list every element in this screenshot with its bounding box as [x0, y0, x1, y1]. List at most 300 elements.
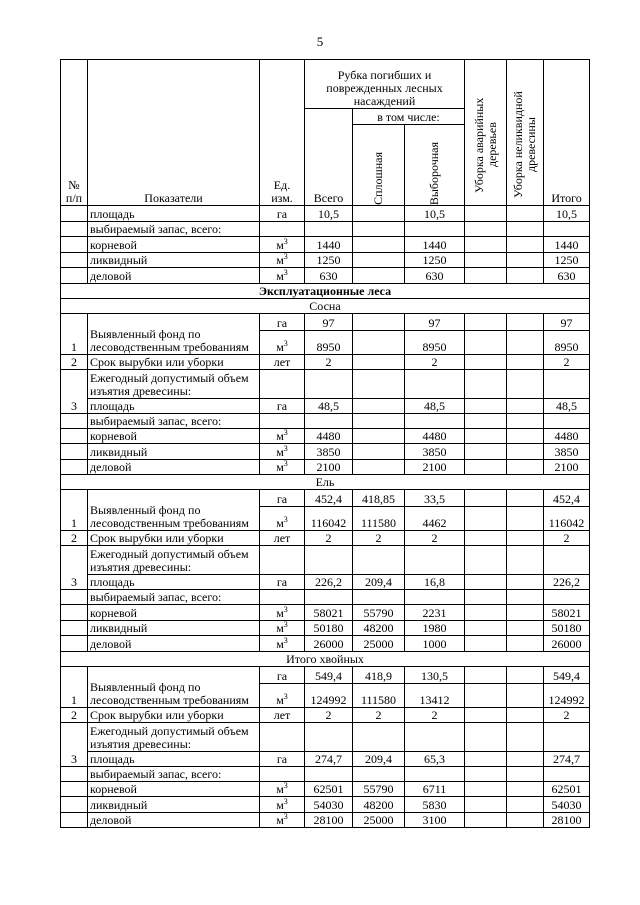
value-total: 274,7 [305, 751, 353, 766]
row-unit: $м^3$ [260, 237, 305, 253]
section-title: Эксплуатационные леса [61, 283, 590, 298]
value-nonliquid [507, 313, 544, 330]
row-number [61, 590, 88, 605]
row-label: Ежегодный допустимый объем изъятия древесины: [88, 722, 260, 751]
value-itogo: 54030 [544, 797, 590, 813]
value-total: 2100 [305, 459, 353, 475]
value-total: 4480 [305, 428, 353, 444]
value-selective: 10,5 [405, 206, 465, 222]
value-nonliquid [507, 237, 544, 253]
row-unit: $м^3$ [260, 252, 305, 268]
value-itogo: 549,4 [544, 666, 590, 683]
value-nonliquid [507, 590, 544, 605]
value-clear [353, 369, 405, 398]
data-row [61, 781, 590, 797]
value-total: 2 [305, 354, 353, 369]
value-emergency [465, 620, 507, 636]
value-nonliquid [507, 354, 544, 369]
value-emergency [465, 683, 507, 707]
value-total: 1440 [305, 237, 353, 253]
row-unit: $м^3$ [260, 605, 305, 621]
term-row [61, 531, 590, 546]
row-unit: $м^3$ [260, 683, 305, 707]
annual-row [61, 546, 590, 575]
row-number: 2 [61, 531, 88, 546]
value-clear: 2 [353, 707, 405, 722]
data-row [61, 268, 590, 284]
row-unit [260, 413, 305, 428]
value-itogo: 452,4 [544, 490, 590, 507]
row-unit [260, 766, 305, 781]
row-label: Срок вырубки или уборки [88, 707, 260, 722]
value-emergency [465, 313, 507, 330]
value-clear [353, 444, 405, 460]
stock-label-row [61, 590, 590, 605]
col-header-indicators: Показатели [88, 60, 260, 206]
row-number [61, 206, 88, 222]
value-clear: 418,85 [353, 490, 405, 507]
value-total: 2 [305, 707, 353, 722]
value-selective: 13412 [405, 683, 465, 707]
value-itogo: 2 [544, 707, 590, 722]
row-number [61, 605, 88, 621]
value-selective: 2100 [405, 459, 465, 475]
value-nonliquid [507, 605, 544, 621]
row-label: выбираемый запас, всего: [88, 221, 260, 237]
annual-row [61, 369, 590, 398]
row-label: корневой [88, 428, 260, 444]
value-itogo: 630 [544, 268, 590, 284]
group-title-row [61, 298, 590, 313]
row-number [61, 237, 88, 253]
value-itogo: 48,5 [544, 398, 590, 413]
value-selective: 65,3 [405, 751, 465, 766]
value-nonliquid [507, 330, 544, 354]
row-label: площадь [88, 398, 260, 413]
value-selective: 4480 [405, 428, 465, 444]
row-label: выбираемый запас, всего: [88, 413, 260, 428]
row-label: деловой [88, 812, 260, 828]
row-label: Срок вырубки или уборки [88, 354, 260, 369]
row-unit: га [260, 313, 305, 330]
value-nonliquid [507, 221, 544, 237]
value-selective [405, 722, 465, 751]
col-header-selective [405, 125, 465, 206]
value-clear [353, 459, 405, 475]
value-itogo: 116042 [544, 507, 590, 531]
row-unit: лет [260, 531, 305, 546]
row-unit: $м^3$ [260, 797, 305, 813]
row-label: площадь [88, 575, 260, 590]
row-number: 1 [61, 490, 88, 531]
value-itogo [544, 369, 590, 398]
value-nonliquid [507, 751, 544, 766]
value-nonliquid [507, 206, 544, 222]
value-clear: 48200 [353, 797, 405, 813]
value-clear: 55790 [353, 781, 405, 797]
value-selective: 97 [405, 313, 465, 330]
value-total: 452,4 [305, 490, 353, 507]
value-emergency [465, 605, 507, 621]
value-itogo [544, 413, 590, 428]
value-clear [353, 206, 405, 222]
value-clear: 48200 [353, 620, 405, 636]
data-row [61, 605, 590, 621]
value-nonliquid [507, 444, 544, 460]
value-emergency [465, 707, 507, 722]
value-nonliquid [507, 781, 544, 797]
value-clear [353, 252, 405, 268]
col-header-emergency-text: Уборка аварийных деревьев [471, 97, 499, 193]
row-unit: $м^3$ [260, 330, 305, 354]
value-nonliquid [507, 683, 544, 707]
row-unit: $м^3$ [260, 428, 305, 444]
data-row [61, 812, 590, 828]
value-emergency [465, 751, 507, 766]
row-number [61, 620, 88, 636]
col-header-cutting-group: Рубка погибших и поврежденных лесных насаждений [305, 60, 465, 109]
value-clear: 209,4 [353, 751, 405, 766]
value-nonliquid [507, 707, 544, 722]
row-number [61, 428, 88, 444]
row-label: Выявленный фонд по лесоводственным требованиям [88, 313, 260, 354]
value-itogo: 10,5 [544, 206, 590, 222]
value-emergency [465, 666, 507, 683]
forest-cutting-table [60, 59, 590, 828]
value-total [305, 369, 353, 398]
value-itogo: 97 [544, 313, 590, 330]
value-selective [405, 590, 465, 605]
value-itogo: 274,7 [544, 751, 590, 766]
row-label: деловой [88, 636, 260, 652]
value-selective: 3100 [405, 812, 465, 828]
value-itogo [544, 722, 590, 751]
area-row [61, 575, 590, 590]
row-number [61, 797, 88, 813]
row-number: 1 [61, 666, 88, 707]
value-selective [405, 413, 465, 428]
row-unit: га [260, 206, 305, 222]
value-total: 630 [305, 268, 353, 284]
area-row [61, 751, 590, 766]
value-itogo: 58021 [544, 605, 590, 621]
value-total: 1250 [305, 252, 353, 268]
value-itogo: 2 [544, 531, 590, 546]
row-label: деловой [88, 268, 260, 284]
value-selective: 1440 [405, 237, 465, 253]
value-itogo: 2100 [544, 459, 590, 475]
value-emergency [465, 221, 507, 237]
value-nonliquid [507, 490, 544, 507]
value-clear: 111580 [353, 683, 405, 707]
row-label: выбираемый запас, всего: [88, 766, 260, 781]
col-header-emergency [465, 60, 507, 206]
row-label: площадь [88, 206, 260, 222]
row-unit [260, 590, 305, 605]
value-total: 28100 [305, 812, 353, 828]
value-nonliquid [507, 252, 544, 268]
row-label: корневой [88, 237, 260, 253]
stock-label-row [61, 413, 590, 428]
value-clear [353, 313, 405, 330]
row-label: Ежегодный допустимый объем изъятия древесины: [88, 369, 260, 398]
value-clear [353, 354, 405, 369]
group-title: Итого хвойных [61, 651, 590, 666]
value-clear [353, 330, 405, 354]
fund-row-ha [61, 666, 590, 683]
value-selective: 2231 [405, 605, 465, 621]
value-selective [405, 221, 465, 237]
col-header-unit: Ед. изм. [260, 60, 305, 206]
row-label: ликвидный [88, 620, 260, 636]
value-emergency [465, 507, 507, 531]
row-unit: $м^3$ [260, 507, 305, 531]
value-selective: 130,5 [405, 666, 465, 683]
row-unit: $м^3$ [260, 459, 305, 475]
value-total: 8950 [305, 330, 353, 354]
col-header-no: № п/п [61, 60, 88, 206]
group-title-row [61, 651, 590, 666]
row-number [61, 444, 88, 460]
row-label: Выявленный фонд по лесоводственным требованиям [88, 666, 260, 707]
col-header-nonliquid [507, 60, 544, 206]
value-emergency [465, 206, 507, 222]
data-row [61, 237, 590, 253]
value-emergency [465, 268, 507, 284]
row-number [61, 459, 88, 475]
value-itogo: 4480 [544, 428, 590, 444]
value-clear: 25000 [353, 812, 405, 828]
row-label: корневой [88, 781, 260, 797]
data-row [61, 221, 590, 237]
row-unit: $м^3$ [260, 812, 305, 828]
row-unit [260, 369, 305, 398]
header-row-1 [61, 60, 590, 109]
annual-row [61, 722, 590, 751]
value-emergency [465, 590, 507, 605]
value-selective: 6711 [405, 781, 465, 797]
value-selective: 1250 [405, 252, 465, 268]
value-nonliquid [507, 507, 544, 531]
page-number: 5 [316, 34, 324, 49]
group-title: Ель [61, 475, 590, 490]
value-emergency [465, 398, 507, 413]
value-emergency [465, 237, 507, 253]
value-nonliquid [507, 620, 544, 636]
value-selective: 2 [405, 707, 465, 722]
value-itogo: 226,2 [544, 575, 590, 590]
value-emergency [465, 766, 507, 781]
row-number [61, 781, 88, 797]
row-unit: $м^3$ [260, 444, 305, 460]
row-number: 3 [61, 369, 88, 413]
value-total: 2 [305, 531, 353, 546]
value-clear: 111580 [353, 507, 405, 531]
value-emergency [465, 812, 507, 828]
value-total: 58021 [305, 605, 353, 621]
row-unit [260, 722, 305, 751]
row-unit: лет [260, 707, 305, 722]
row-label: Срок вырубки или уборки [88, 531, 260, 546]
row-unit: $м^3$ [260, 781, 305, 797]
value-emergency [465, 459, 507, 475]
data-row [61, 797, 590, 813]
row-unit: $м^3$ [260, 268, 305, 284]
value-clear [353, 590, 405, 605]
row-number: 2 [61, 707, 88, 722]
data-row [61, 459, 590, 475]
value-clear: 2 [353, 531, 405, 546]
value-emergency [465, 575, 507, 590]
row-number: 3 [61, 546, 88, 590]
value-nonliquid [507, 575, 544, 590]
value-clear [353, 428, 405, 444]
value-total [305, 722, 353, 751]
row-number [61, 413, 88, 428]
row-label: площадь [88, 751, 260, 766]
value-clear [353, 546, 405, 575]
row-unit: $м^3$ [260, 620, 305, 636]
value-itogo: 2 [544, 354, 590, 369]
col-header-total-cut: Всего [305, 109, 353, 206]
value-total: 116042 [305, 507, 353, 531]
row-label: ликвидный [88, 252, 260, 268]
data-row [61, 206, 590, 222]
value-total [305, 413, 353, 428]
value-total [305, 221, 353, 237]
value-emergency [465, 490, 507, 507]
value-selective: 2 [405, 531, 465, 546]
value-selective: 2 [405, 354, 465, 369]
row-unit: лет [260, 354, 305, 369]
stock-label-row [61, 766, 590, 781]
value-emergency [465, 722, 507, 751]
value-emergency [465, 428, 507, 444]
data-row [61, 636, 590, 652]
value-emergency [465, 413, 507, 428]
col-header-nonliquid-text: Уборка неликвидной древесины [511, 91, 538, 199]
term-row [61, 707, 590, 722]
value-emergency [465, 781, 507, 797]
row-label: Ежегодный допустимый объем изъятия древесины: [88, 546, 260, 575]
row-label: ликвидный [88, 444, 260, 460]
value-selective: 1980 [405, 620, 465, 636]
col-header-including: в том числе: [353, 109, 465, 125]
value-total: 10,5 [305, 206, 353, 222]
value-clear [353, 398, 405, 413]
area-row [61, 398, 590, 413]
value-selective: 5830 [405, 797, 465, 813]
section-row [61, 283, 590, 298]
value-selective: 8950 [405, 330, 465, 354]
row-unit: га [260, 490, 305, 507]
col-header-selective-text: Выборочная [427, 141, 441, 205]
value-emergency [465, 369, 507, 398]
value-emergency [465, 797, 507, 813]
value-emergency [465, 252, 507, 268]
value-itogo: 124992 [544, 683, 590, 707]
value-nonliquid [507, 797, 544, 813]
value-clear: 418,9 [353, 666, 405, 683]
value-nonliquid [507, 546, 544, 575]
value-total: 97 [305, 313, 353, 330]
value-selective [405, 546, 465, 575]
value-nonliquid [507, 812, 544, 828]
value-nonliquid [507, 666, 544, 683]
row-unit: га [260, 751, 305, 766]
value-itogo [544, 766, 590, 781]
value-selective: 4462 [405, 507, 465, 531]
data-row [61, 620, 590, 636]
value-total: 124992 [305, 683, 353, 707]
value-nonliquid [507, 459, 544, 475]
value-itogo: 26000 [544, 636, 590, 652]
value-selective: 3850 [405, 444, 465, 460]
value-total: 50180 [305, 620, 353, 636]
value-itogo: 8950 [544, 330, 590, 354]
data-row [61, 444, 590, 460]
row-unit: $м^3$ [260, 636, 305, 652]
col-header-clear [353, 125, 405, 206]
value-itogo [544, 221, 590, 237]
value-itogo: 1440 [544, 237, 590, 253]
value-total [305, 766, 353, 781]
row-number [61, 636, 88, 652]
row-number [61, 252, 88, 268]
row-label: деловой [88, 459, 260, 475]
value-clear [353, 237, 405, 253]
row-number: 1 [61, 313, 88, 354]
group-title-row [61, 475, 590, 490]
value-total [305, 590, 353, 605]
value-clear [353, 766, 405, 781]
value-clear: 55790 [353, 605, 405, 621]
value-nonliquid [507, 413, 544, 428]
value-selective: 1000 [405, 636, 465, 652]
value-total: 226,2 [305, 575, 353, 590]
value-itogo: 62501 [544, 781, 590, 797]
value-total [305, 546, 353, 575]
row-number [61, 268, 88, 284]
row-label: выбираемый запас, всего: [88, 590, 260, 605]
row-label: корневой [88, 605, 260, 621]
value-clear [353, 413, 405, 428]
value-total: 62501 [305, 781, 353, 797]
data-row [61, 428, 590, 444]
row-number: 2 [61, 354, 88, 369]
value-itogo: 50180 [544, 620, 590, 636]
value-clear [353, 268, 405, 284]
value-selective [405, 766, 465, 781]
value-selective: 33,5 [405, 490, 465, 507]
row-unit: га [260, 575, 305, 590]
fund-row-ha [61, 490, 590, 507]
value-emergency [465, 546, 507, 575]
value-emergency [465, 354, 507, 369]
value-total: 3850 [305, 444, 353, 460]
value-itogo [544, 590, 590, 605]
row-label: ликвидный [88, 797, 260, 813]
row-unit [260, 221, 305, 237]
value-selective [405, 369, 465, 398]
row-unit: га [260, 398, 305, 413]
value-total: 54030 [305, 797, 353, 813]
row-number [61, 812, 88, 828]
value-itogo: 3850 [544, 444, 590, 460]
value-selective: 48,5 [405, 398, 465, 413]
value-nonliquid [507, 369, 544, 398]
value-clear [353, 221, 405, 237]
